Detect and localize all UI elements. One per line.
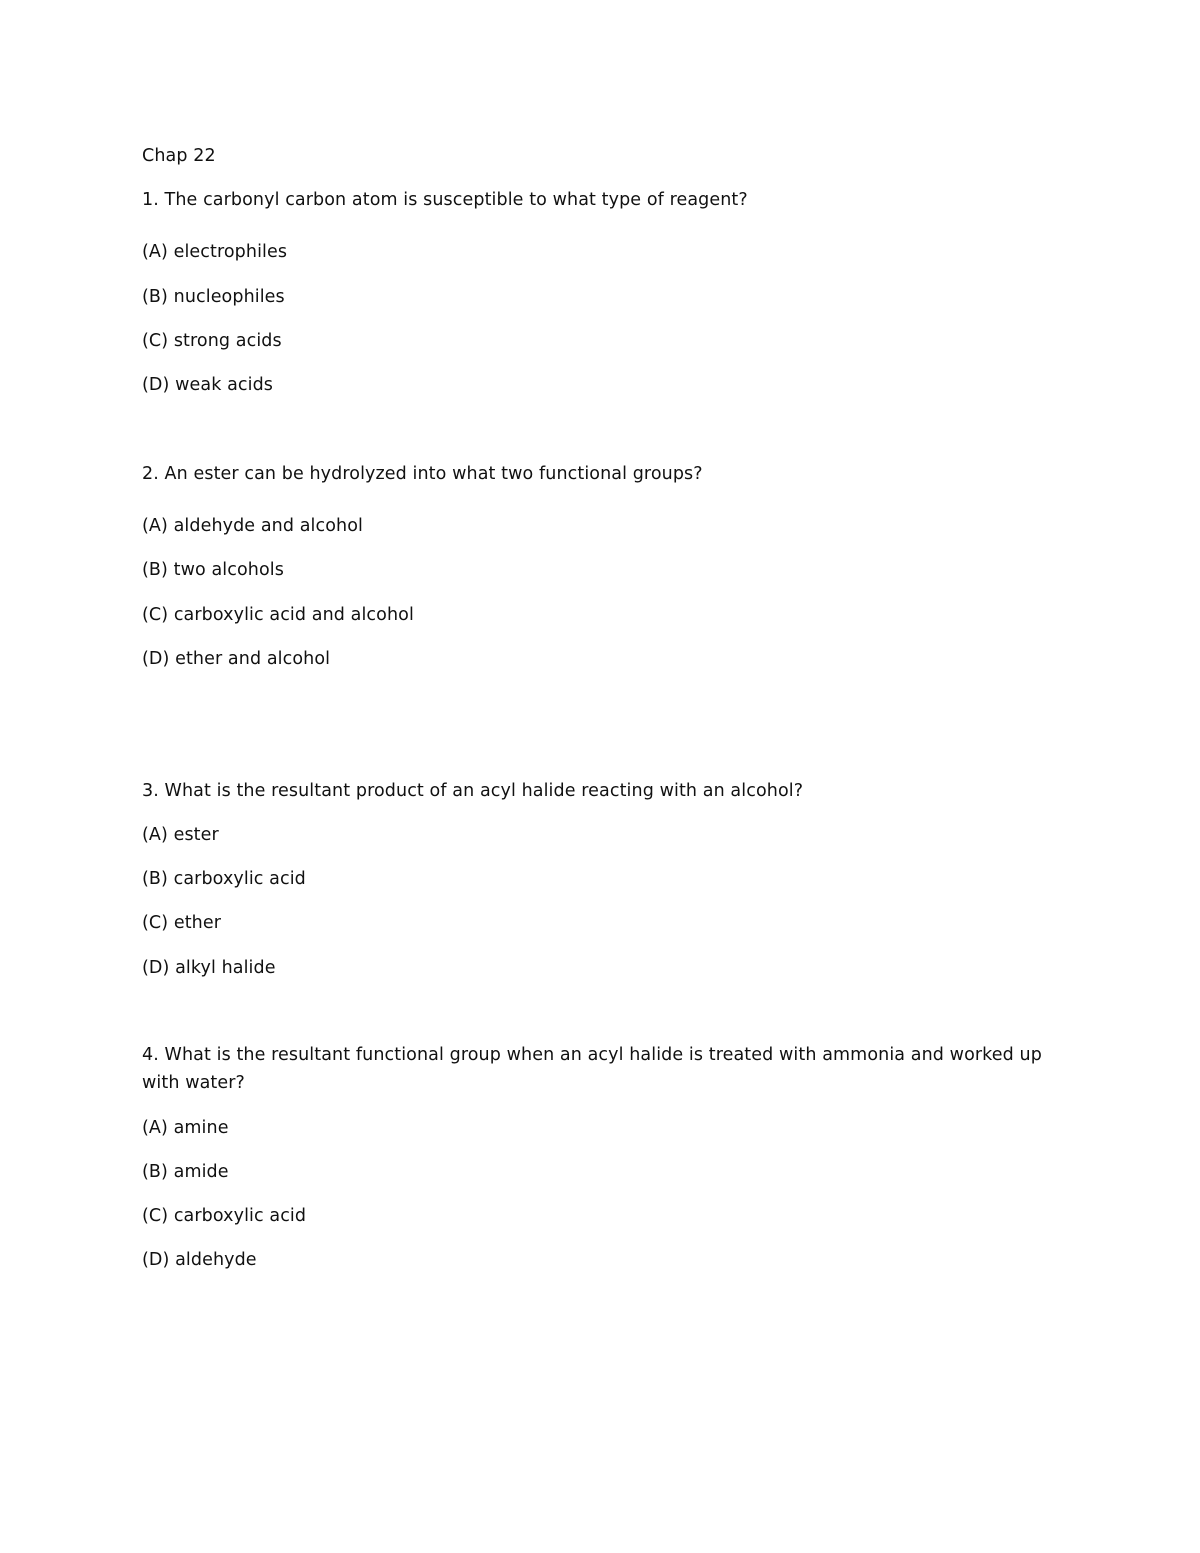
question-4-option-c: (C) carboxylic acid bbox=[142, 1206, 307, 1226]
question-3-text: 3. What is the resultant product of an acyl halide reacting with an alcohol? bbox=[142, 781, 804, 801]
question-1-text: 1. The carbonyl carbon atom is susceptible to what type of reagent? bbox=[142, 190, 748, 210]
question-4-option-d: (D) aldehyde bbox=[142, 1250, 257, 1270]
question-2-option-a: (A) aldehyde and alcohol bbox=[142, 516, 363, 536]
question-1-option-b: (B) nucleophiles bbox=[142, 287, 285, 307]
question-1-option-c: (C) strong acids bbox=[142, 331, 282, 351]
question-3-option-b: (B) carboxylic acid bbox=[142, 869, 306, 889]
question-2-text: 2. An ester can be hydrolyzed into what two functional groups? bbox=[142, 464, 703, 484]
question-4-text: 4. What is the resultant functional group when an acyl halide is treated with ammonia and worked up with water? bbox=[142, 1045, 1042, 1093]
question-2-option-c: (C) carboxylic acid and alcohol bbox=[142, 605, 414, 625]
question-3-option-a: (A) ester bbox=[142, 825, 219, 845]
question-1-option-d: (D) weak acids bbox=[142, 375, 274, 395]
question-4-option-a: (A) amine bbox=[142, 1118, 229, 1138]
question-2-option-d: (D) ether and alcohol bbox=[142, 649, 331, 669]
question-4-option-b: (B) amide bbox=[142, 1162, 229, 1182]
question-3-option-c: (C) ether bbox=[142, 913, 222, 933]
page-title: Chap 22 bbox=[142, 146, 216, 166]
question-1-option-a: (A) electrophiles bbox=[142, 242, 288, 262]
question-2-option-b: (B) two alcohols bbox=[142, 560, 284, 580]
question-3-option-d: (D) alkyl halide bbox=[142, 958, 276, 978]
